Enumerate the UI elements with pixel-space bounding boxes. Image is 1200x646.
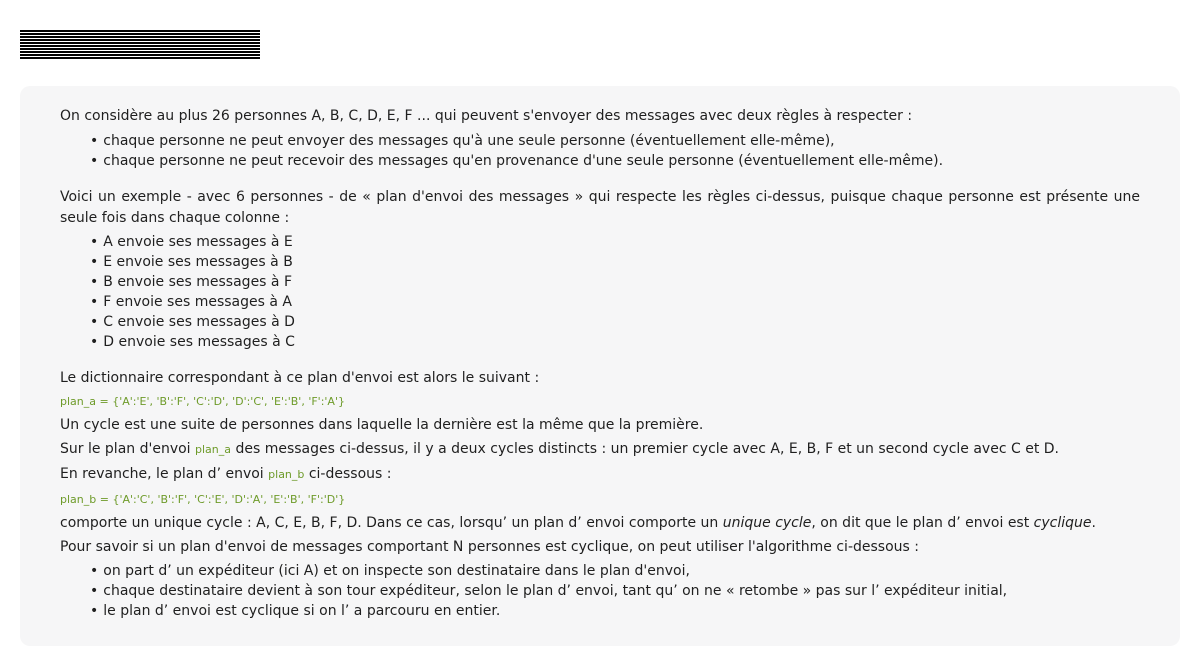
unique-cycle-sentence [60,511,1140,535]
sentence-text: Sur le plan d'envoi [60,441,196,457]
cycle-definition: Un cycle est une suite de personnes dans laquelle la dernière est la même que la première. [60,417,704,433]
intro-paragraph: On considère au plus 26 personnes A, B, C, D, E, F ... qui peuvent s'envoyer des messages avec deux règles à respecter : [60,108,913,124]
list-item: • D envoie ses messages à C [90,332,1140,352]
emphasis-cyclique: cyclique [1033,515,1092,531]
list-item: • chaque personne ne peut recevoir des messages qu'en provenance d'une seule personne (éventuellement elle-même). [90,151,1140,171]
algorithm-steps-list [90,561,1140,621]
list-item: • C envoie ses messages à D [90,312,1140,332]
emphasis-unique-cycle: unique cycle [722,515,812,531]
sentence-text: . [1091,515,1096,531]
plan-a-inline-code: plan_a [195,443,232,456]
list-item: • F envoie ses messages à A [90,292,1140,312]
sentence-text: des messages ci-dessus, il y a deux cycles distincts : un premier cycle avec A, E, B, F et un second cycle avec C et D. [231,441,1059,457]
sentence-text: ci-dessous : [304,466,392,482]
dict-intro-paragraph: Le dictionnaire correspondant à ce plan d'envoi est alors le suivant : [60,370,540,386]
sentence-text: , on dit que le plan d’ envoi est [811,515,1034,531]
exercise-card [20,86,1180,646]
plan-b-sentence [60,462,1140,487]
list-item: • le plan d’ envoi est cyclique si on l’ a parcouru en entier. [90,601,1140,621]
list-item: • chaque destinataire devient à son tour expéditeur, selon le plan d’ envoi, tant qu’ on ne « retombe » pas sur l’ expéditeur initial, [90,581,1140,601]
algorithm-intro: Pour savoir si un plan d'envoi de messages comportant N personnes est cyclique, on peut utiliser l'algorithme ci-dessous : [60,539,919,555]
exercise-content [60,106,1140,621]
list-item: • chaque personne ne peut envoyer des messages qu'à une seule personne (éventuellement elle-même), [90,131,1140,151]
rules-list [90,131,1140,171]
list-item: • B envoie ses messages à F [90,272,1140,292]
list-item: • on part d’ un expéditeur (ici A) et on inspecte son destinataire dans le plan d'envoi, [90,561,1140,581]
sentence-text: En revanche, le plan d’ envoi [60,466,269,482]
title-redaction-bar [20,30,260,60]
plan-b-code: plan_b = {'A':'C', 'B':'F', 'C':'E', 'D':'A', 'E':'B', 'F':'D'} [60,493,346,506]
plan-b-inline-code: plan_b [268,468,305,481]
example-intro-paragraph: Voici un exemple - avec 6 personnes - de « plan d'envoi des messages » qui respecte les règles ci-dessus, puisque chaque personne est présente une seule fois dans chaque colonne : [60,189,1140,226]
list-item: • A envoie ses messages à E [90,232,1140,252]
plan-a-sentence [60,437,1140,462]
example-list [90,232,1140,352]
plan-a-code: plan_a = {'A':'E', 'B':'F', 'C':'D', 'D':'C', 'E':'B', 'F':'A'} [60,395,345,408]
sentence-text: comporte un unique cycle : A, C, E, B, F, D. Dans ce cas, lorsqu’ un plan d’ envoi comporte un [60,515,723,531]
list-item: • E envoie ses messages à B [90,252,1140,272]
